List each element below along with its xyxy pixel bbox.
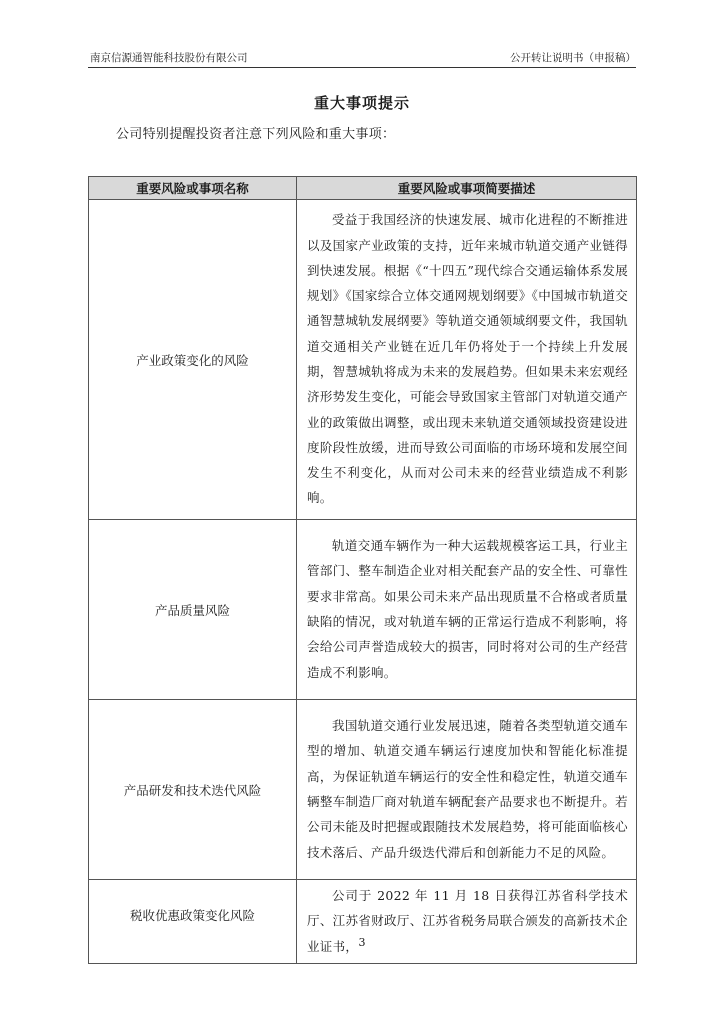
table-row [89,200,637,520]
table-row [89,520,637,700]
risk-description-text: 我国轨道交通行业发展迅速，随着各类型轨道交通车型的增加、轨道交通车辆运行速度加快和智能化标准提高，为保证轨道车辆运行的安全性和稳定性，轨道交通车辆整车制造厂商对轨道车辆配套产品要求也不断提升。若公司未能及时把握或跟随技术发展趋势，将可能面临核心技术落后、产品升级迭代滞后和创新能力不足的风险。 [307,718,628,860]
risk-description-text: 受益于我国经济的快速发展、城市化进程的不断推进以及国家产业政策的支持，近年来城市轨道交通产业链得到快速发展。根据《“十四五”现代综合交通运输体系发展规划》《国家综合立体交通网规划纲要》《中国城市轨道交通智慧城轨发展纲要》等轨道交通领域纲要文件，我国轨道交通相关产业链在近几年仍将处于一个持续上升发展期，智慧城轨将成为未来的发展趋势。但如果未来宏观经济形势发生变化，可能会导致国家主管部门对轨道交通产业的政策做出调整，或出现未来轨道交通领域投资建设进度阶段性放缓，进而导致公司面临的市场环境和发展空间发生不利变化，从而对公司未来的经营业绩造成不利影响。 [307,212,628,506]
intro-paragraph: 公司特别提醒投资者注意下列风险和重大事项： [116,127,396,142]
table-row [89,700,637,880]
column-header-risk-description: 重要风险或事项简要描述 [297,177,637,200]
table-header-row [89,177,637,200]
table-row [89,880,637,964]
risk-table [88,176,637,964]
risk-description-cell [297,200,637,520]
column-header-risk-name: 重要风险或事项名称 [89,177,297,200]
header-document-type: 公开转让说明书（申报稿） [510,52,636,64]
risk-description-cell [297,520,637,700]
header-company-name: 南京信源通智能科技股份有限公司 [90,52,248,64]
page-header [88,50,636,66]
risk-name-cell: 产业政策变化的风险 [89,200,297,520]
header-divider [88,67,636,68]
risk-name-cell: 产品质量风险 [89,520,297,700]
risk-name-cell: 税收优惠政策变化风险 [89,880,297,964]
page-number: 3 [358,936,366,949]
risk-name-cell: 产品研发和技术迭代风险 [89,700,297,880]
risk-description-text: 公司于 2022 年 11 月 18 日获得江苏省科学技术厅、江苏省财政厅、江苏省税务局联合颁发的高新技术企业证书， [307,888,628,954]
risk-description-cell [297,880,637,964]
risk-description-cell [297,700,637,880]
risk-description-text: 轨道交通车辆作为一种大运载规模客运工具，行业主管部门、整车制造企业对相关配套产品的安全性、可靠性要求非常高。如果公司未来产品出现质量不合格或者质量缺陷的情况，或对轨道车辆的正常运行造成不利影响，将会给公司声誉造成较大的损害，同时将对公司的生产经营造成不利影响。 [307,538,628,680]
section-title: 重大事项提示 [313,94,410,112]
